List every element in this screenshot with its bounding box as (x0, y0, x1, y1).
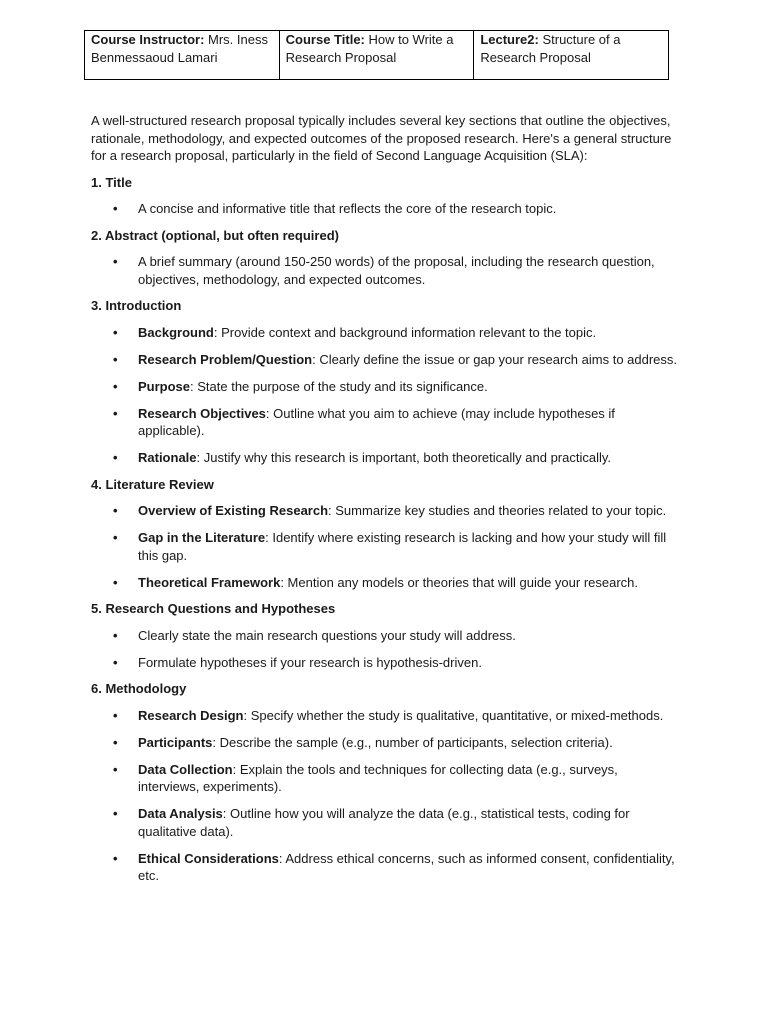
course-title-cell (279, 31, 474, 80)
section-bullet-list (91, 707, 681, 885)
bullet-icon: • (113, 654, 118, 670)
list-item-term: Data Analysis (138, 806, 223, 821)
list-item-text: : Mention any models or theories that will guide your research. (280, 574, 639, 590)
document-body (91, 112, 681, 894)
instructor-value: Mrs. Iness Benmessaoud Lamari (91, 32, 268, 65)
section-bullet-list (91, 324, 681, 467)
list-item-text: A concise and informative title that reflects the core of the research topic. (138, 201, 557, 216)
list-item-term: Purpose (138, 378, 191, 394)
list-item-text: Formulate hypotheses if your research is hypothesis-driven. (138, 654, 482, 670)
bullet-icon: • (113, 201, 118, 216)
course-title-label: Course Title: (285, 32, 365, 47)
list-item (91, 805, 681, 840)
list-item-text: Clearly state the main research questions your study will address. (138, 627, 516, 643)
bullet-icon: • (113, 324, 118, 340)
list-item (91, 449, 681, 467)
sections-container (91, 174, 681, 885)
section-heading: 1. Title (91, 174, 132, 190)
section-bullet-list (91, 200, 681, 218)
course-info-table (84, 30, 669, 80)
list-item-term: Theoretical Framework (138, 574, 281, 590)
list-item-text: : Outline what you aim to achieve (may include hypotheses if applicable). (138, 405, 615, 438)
list-item-text: : Address ethical concerns, such as informed consent, confidentiality, etc. (138, 850, 675, 883)
bullet-icon: • (113, 627, 118, 643)
list-item (91, 253, 681, 288)
list-item (91, 200, 681, 218)
course-info-row (85, 31, 669, 80)
list-item-text: A brief summary (around 150-250 words) of the proposal, including the research question, objectives, methodology, and expected outcomes. (138, 254, 655, 287)
bullet-icon: • (113, 734, 118, 750)
bullet-icon: • (113, 574, 118, 590)
lecture-value: Structure of a Research Proposal (480, 32, 621, 65)
list-item-term: Background (138, 324, 214, 340)
list-item-term: Participants (138, 734, 213, 750)
lecture-label: Lecture2: (480, 32, 539, 47)
section-heading: 3. Introduction (91, 298, 182, 313)
course-title-value: How to Write a Research Proposal (285, 32, 454, 65)
instructor-cell (85, 31, 280, 80)
section-bullet-list (91, 502, 681, 591)
list-item-text: : Describe the sample (e.g., number of participants, selection criteria). (212, 734, 613, 750)
lecture-cell (474, 31, 669, 80)
bullet-icon: • (113, 450, 118, 465)
list-item (91, 529, 681, 564)
list-item (91, 627, 681, 645)
list-item (91, 850, 681, 885)
bullet-icon: • (113, 530, 118, 545)
list-item-text: : Outline how you will analyze the data (e.g., statistical tests, coding for qualitative data). (138, 806, 630, 839)
bullet-icon: • (113, 503, 118, 518)
list-item-text: : Specify whether the study is qualitative, quantitative, or mixed-methods. (243, 707, 664, 723)
list-item (91, 734, 681, 752)
list-item-term: Overview of Existing Research (138, 503, 329, 518)
bullet-icon: • (113, 378, 118, 394)
list-item-text: : Justify why this research is important, both theoretically and practically. (196, 450, 612, 465)
section-bullet-list (91, 253, 681, 288)
section-heading: 5. Research Questions and Hypotheses (91, 601, 336, 616)
list-item-text: : Identify where existing research is lacking and how your study will fill this gap. (138, 530, 667, 563)
bullet-icon: • (113, 405, 118, 421)
section-heading: 6. Methodology (91, 681, 187, 696)
section-heading: 2. Abstract (optional, but often required) (91, 227, 339, 243)
list-item-text: : Provide context and background information relevant to the topic. (213, 324, 597, 340)
list-item-term: Research Design (138, 707, 244, 723)
instructor-label: Course Instructor: (91, 32, 205, 47)
section-bullet-list (91, 627, 681, 672)
bullet-icon: • (113, 707, 118, 723)
list-item-term: Research Objectives (138, 405, 266, 421)
list-item-text: : Clearly define the issue or gap your research aims to address. (312, 351, 678, 367)
list-item (91, 761, 681, 796)
bullet-icon: • (113, 254, 118, 269)
list-item (91, 405, 681, 440)
list-item (91, 502, 681, 520)
list-item-text: : Explain the tools and techniques for collecting data (e.g., surveys, interviews, experiments). (138, 761, 618, 794)
list-item-term: Data Collection (138, 761, 233, 777)
list-item (91, 351, 681, 369)
bullet-icon: • (113, 850, 118, 866)
list-item (91, 654, 681, 672)
list-item-term: Research Problem/Question (138, 351, 313, 367)
list-item-text: : State the purpose of the study and its significance. (190, 378, 488, 394)
bullet-icon: • (113, 806, 118, 821)
list-item (91, 378, 681, 396)
list-item (91, 707, 681, 725)
list-item-term: Ethical Considerations (138, 850, 279, 866)
list-item (91, 324, 681, 342)
list-item-term: Gap in the Literature (138, 530, 266, 545)
bullet-icon: • (113, 761, 118, 777)
list-item (91, 574, 681, 592)
list-item-text: : Summarize key studies and theories related to your topic. (328, 503, 667, 518)
list-item-term: Rationale (138, 450, 197, 465)
bullet-icon: • (113, 351, 118, 367)
intro-paragraph: A well-structured research proposal typically includes several key sections that outline the objectives, rationale, methodology, and expected outcomes of the proposed research. Here's a general structure for a research proposal, particularly in the field of Second Language Acquisition (SLA): (91, 113, 672, 163)
section-heading: 4. Literature Review (91, 476, 214, 492)
